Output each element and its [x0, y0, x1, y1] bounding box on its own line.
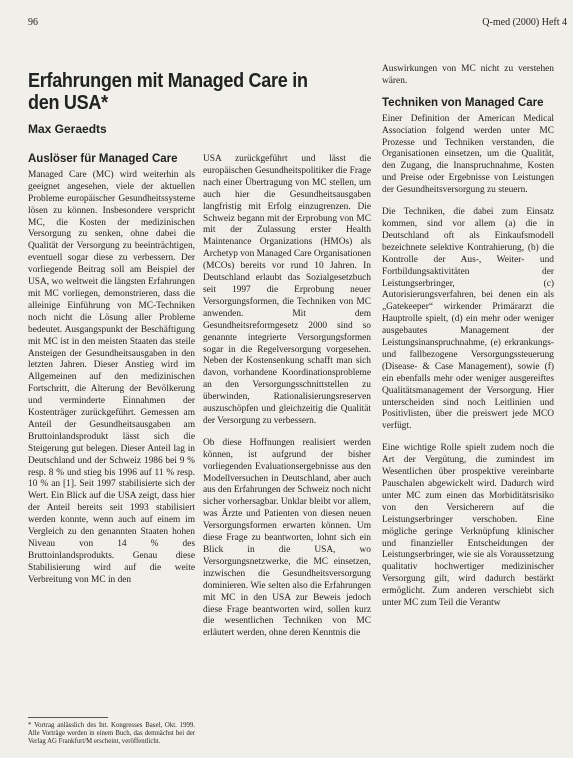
- section-heading: Auslöser für Managed Care: [28, 153, 178, 165]
- column-3: [382, 64, 554, 620]
- article-title: Erfahrungen mit Managed Care in den USA*: [28, 70, 308, 114]
- page-number: 96: [28, 17, 38, 28]
- paragraph: Eine wichtige Rolle spielt zudem noch die Art der Vergütung, die zumindest im Wesentlichen über prospektive vereinbarte Pauschalen abgewickelt wird. Dadurch wird unter MC zum einen das Morbiditätsrisiko von den Versicherern auf die Leistungserbringer verschoben. Eine mögliche geringe Verknüpfung klinischer und finanzieller Entscheidungen der Leistungserbringer, wie sie als Voraussetzung qualitativ hochwertiger medizinischer Versorgung gilt, wird dadurch bestärkt ermöglicht. Zum anderen verschiebt sich unter MC zum Teil die Verantw: [382, 443, 554, 609]
- paragraph: USA zurückgeführt und lässt die europäischen Gesundheitspolitiker die Frage nach einer Übertragung von MC stellen, um auch hier die Gesundheitsausgaben langfristig mit Erfolg einzugrenzen. Die Schweiz begann mit der Erprobung von MC mit der Zulassung erster Health Maintenance Organizations (HMOs) als Archetyp von Managed Care Organisationen (MCOs) bereits vor rund 10 Jahren. In Deutschland erlaubt das Sozialgesetzbuch seit 1997 die Erprobung neuer Versorgungsformen, die Techniken von MC anwenden. Mit dem Gesundheitsreformgesetz 2000 sind so genannte integrierte Versorgungsformen sogar in die Regelversorgung vorgesehen. Neben der Kostensenkung schafft man sich davon, vorhandene Koordinationsprobleme an den Versorgungsschnittstellen zu überwinden, Rationalisierungsreserven auszuschöpfen und gleichzeitig die Qualität der Versorgung zu verbessern.: [203, 154, 372, 426]
- journal-header: Q-med (2000) Heft 4: [482, 17, 567, 28]
- column-2: [203, 154, 371, 650]
- footnote: * Vortrag anlässlich des Int. Kongresses Basel, Okt. 1999. Alle Vorträge werden in einem Buch, das demnächst bei der Verlag AG Frankfurt/M erscheint, veröffentlicht.: [28, 722, 195, 746]
- paragraph: Einer Definition der American Medical Association folgend werden unter MC Prozesse und Techniken verstanden, die Organisationen einsetzen, um die Qualität, den Zugang, die Inanspruchnahme, Kosten und Preise oder Ergebnisse von Leistungen der Gesundheitsversorgung zu steuern.: [382, 113, 554, 196]
- author-name: Max Geraedts: [28, 122, 107, 136]
- footnote-divider: [28, 717, 108, 718]
- column-1: [28, 154, 195, 597]
- paragraph: Die Techniken, die dabei zum Einsatz kommen, sind vor allem (a) die in Deutschland oft als Einkaufsmodell bezeichnete selektive Kontrahierung, (b) die Kontrolle der Aus-, Weiter- und Fortbildungsaktivitäten der Leistungserbringer, (c) Autorisierungsverfahren, bei denen ein als „Gatekeeper“ wirkender Primärarzt die Hauptrolle spielt, (d) ein mehr oder weniger ausgebautes Management der Leistungsinanspruchnahme, (e) erkrankungs- und fallbezogene Versorgungssteuerung (Disease- & Case Management), sowie (f) ein ebenfalls mehr oder weniger ausgereiftes Qualitätsmanagement der Versorgung. Hier unterscheiden sind noch Leitlinien und Positivlisten, über die preiswert jede MCO verfügt.: [382, 207, 554, 432]
- paragraph: Ob diese Hoffnungen realisiert werden können, ist aufgrund der bisher vorliegenden Evaluationsergebnisse aus den Modellversuchen in Deutschland, aber auch aus den Erfahrungen der Schweiz noch nicht sicher vorhersagbar. Unklar bleibt vor allem, was Ärzte und Patienten von diesen neuen Versorgungsformen erwarten können. Um diese Frage zu beantworten, lohnt sich ein Blick in die USA, wo Versorgungsnetzwerke, die MC einsetzen, inzwischen die Gesundheitsversorgung dominieren. Wie selten also die Erfahrungen mit MC in den USA zur Beweis jedoch diese Frage beantworten wird, sollen kurz die wesentlichen Techniken von MC erläutert werden, ohne deren Kenntnis die: [203, 437, 371, 639]
- paragraph: Managed Care (MC) wird weiterhin als geeignet angesehen, viele der aktuellen Probleme europäischer Gesundheitssysteme lösen zu können. Insbesondere verspricht MC, die Kosten der medizinischen Versorgung zu senken, ohne dabei die Qualität der Versorgung zu beeinträchtigen, eventuell sogar diese zu verbessern. Der vorliegende Beitrag soll am Beispiel der USA, wo weltweit die längsten Erfahrungen mit MC vorliegen, demonstrieren, dass die alleinige Einführung von MC-Techniken noch nicht die Lösung aller Probleme bedeutet. Ausgangspunkt der Beschäftigung mit MC ist in den meisten Staaten das steile Ansteigen der Gesundheitsausgaben in den letzten Jahren. Dieser Anstieg wird im Allgemeinen auf den medizinischen Fortschritt, die Alterung der Bevölkerung und verminderte Einnahmen der Kostenträger zurückgeführt. Gemessen am Anteil der Gesundheitsausgaben am Bruttoinlandsprodukt lässt sich die Steigerung gut belegen. Dieser Anteil lag in Deutschland und der Schweiz 1986 bei 9 % resp. 8 % und stieg bis 1996 auf 11 % resp. 10 % an [1]. Seit 1997 stabilisierte sich der Wert. Ein Blick auf die USA zeigt, dass hier der Anteil bereits seit 1993 stabilisiert werden konnte, wenn auch auf einem im Vergleich zu den genannten Staaten hohen Niveau von 14 % des Bruttoinlandsprodukts. Genau diese Stabilisierung wird auf die weite Verbreitung von MC in den: [28, 169, 195, 585]
- section-heading: Techniken von Managed Care: [382, 96, 544, 109]
- paragraph: Auswirkungen von MC nicht zu verstehen wären.: [382, 64, 554, 86]
